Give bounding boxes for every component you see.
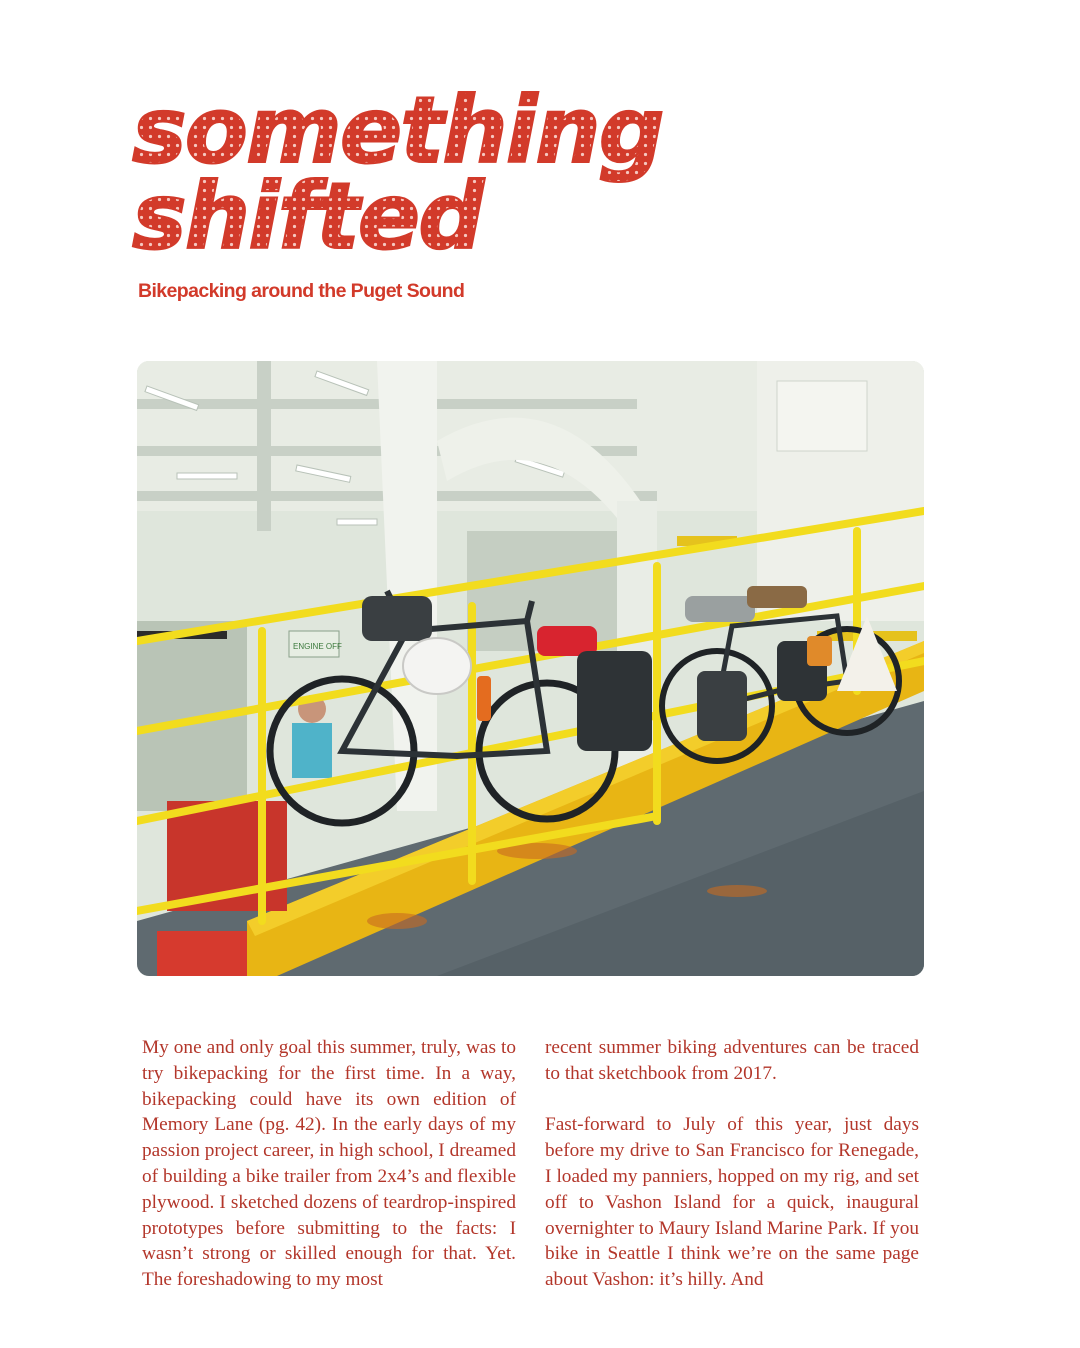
body-paragraph: recent summer biking adventures can be traced to that sketchbook from 2017. [545,1037,919,1084]
body-column-right [545,1035,919,1319]
title-line-2: shifted [132,163,483,270]
title-line-1: something [132,78,663,184]
article-photo [137,361,924,976]
body-paragraph: Fast-forward to July of this year, just days before my drive to San Francisco for Renegade, I loaded my panniers, hopped on my rig, and set off to Vashon Island for a quick, inaugural overnighter to Maury Island Marine Park. If you bike in Seattle I think we’re on the same page about Vashon: it’s hilly. And [545,1114,919,1291]
article-title [128,78,748,273]
body-paragraph: My one and only goal this summer, truly, was to try bikepacking for the first time. In a way, bikepacking could have its own edition of Memory Lane (pg. 42). In the early days of my passion project career, in high school, I dreamed of building a bike trailer from 2x4’s and flexible plywood. I sketched dozens of teardrop-inspired prototypes before submitting to the facts: I wasn’t strong or skilled enough for that. Yet. The foreshadowing to my most [142,1037,516,1291]
engine-off-sign: ENGINE OFF [293,642,342,651]
article-subtitle: Bikepacking around the Puget Sound [138,280,465,302]
body-column-left [142,1035,516,1319]
